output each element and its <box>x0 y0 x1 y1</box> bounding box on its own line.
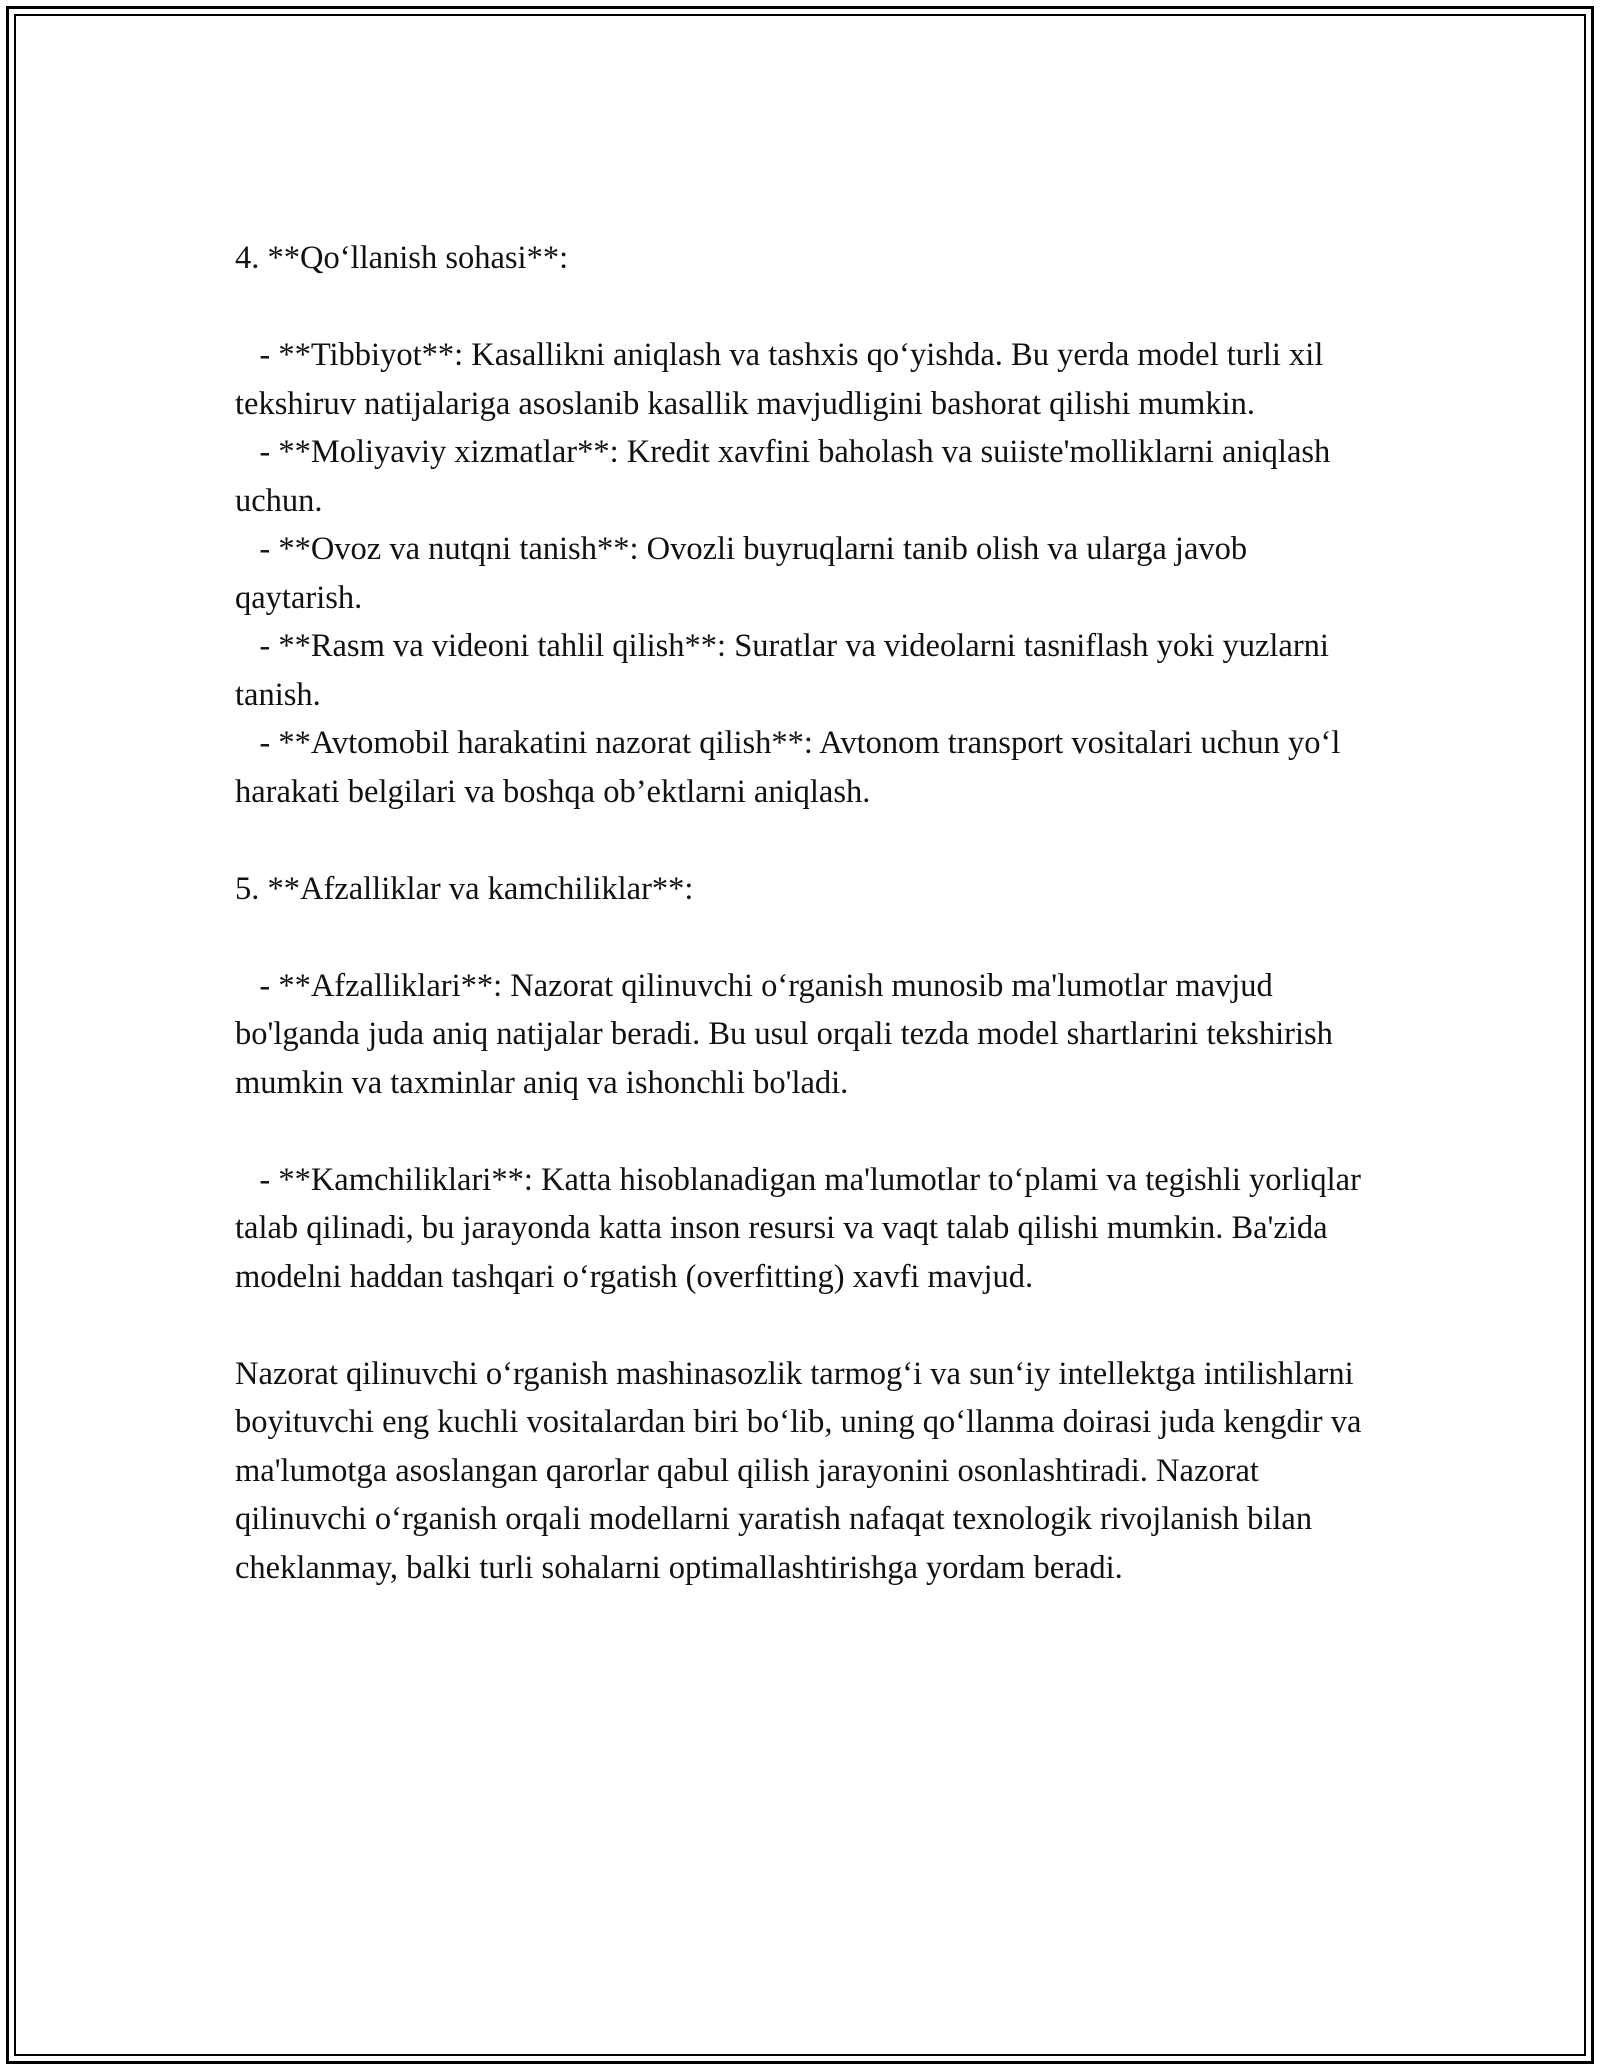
conclusion-paragraph: Nazorat qilinuvchi o‘rganish mashinasozlik tarmog‘i va sun‘iy intellektga intilishlarni boyituvchi eng kuchli vositalardan biri bo‘lib, uning qo‘llanma doirasi juda kengdir va ma'lumotga asoslangan qarorlar qabul qilish jarayonini osonlashtiradi. Nazorat qilinuvchi o‘rganish orqali modellarni yaratish nafaqat texnologik rivojlanish bilan cheklanmay, balki turli sohalarni optimallashtirishga yordam beradi. <box>235 1355 1370 1586</box>
blank-line <box>235 913 1375 962</box>
blank-line <box>235 283 1375 332</box>
document-body <box>235 234 1375 1592</box>
list-item-automotive: - **Avtomobil harakatini nazorat qilish**: Avtonom transport vositalari uchun yo‘l harakati belgilari va boshqa ob’ektlarni aniqlash. <box>235 725 1349 810</box>
blank-line <box>235 1301 1375 1350</box>
blank-line <box>235 816 1375 865</box>
list-item-finance: - **Moliyaviy xizmatlar**: Kredit xavfini baholash va suiiste'molliklarni aniqlash uchun. <box>235 434 1339 519</box>
list-item-disadvantages: - **Kamchiliklari**: Katta hisoblanadigan ma'lumotlar to‘plami va tegishli yorliqlar talab qilinadi, bu jarayonda katta inson resursi va vaqt talab qilishi mumkin. Ba'zida modelni haddan tashqari o‘rgatish (overfitting) xavfi mavjud. <box>235 1161 1370 1295</box>
blank-line <box>235 1107 1375 1156</box>
list-item-advantages: - **Afzalliklari**: Nazorat qilinuvchi o‘rganish munosib ma'lumotlar mavjud bo'lganda juda aniq natijalar beradi. Bu usul orqali tezda model shartlarini tekshirish mumkin va taxminlar aniq va ishonchli bo'ladi. <box>235 967 1342 1101</box>
list-item-medicine: - **Tibbiyot**: Kasallikni aniqlash va tashxis qo‘yishda. Bu yerda model turli xil tekshiruv natijalariga asoslanib kasallik mavjudligini bashorat qilishi mumkin. <box>235 337 1332 422</box>
list-item-speech: - **Ovoz va nutqni tanish**: Ovozli buyruqlarni tanib olish va ularga javob qaytarish. <box>235 531 1256 616</box>
section-heading-application: 4. **Qo‘llanish sohasi**: <box>235 240 569 276</box>
section-heading-pros-cons: 5. **Afzalliklar va kamchiliklar**: <box>235 870 694 907</box>
list-item-image-video: - **Rasm va videoni tahlil qilish**: Suratlar va videolarni tasniflash yoki yuzlarni tanish. <box>235 628 1338 713</box>
